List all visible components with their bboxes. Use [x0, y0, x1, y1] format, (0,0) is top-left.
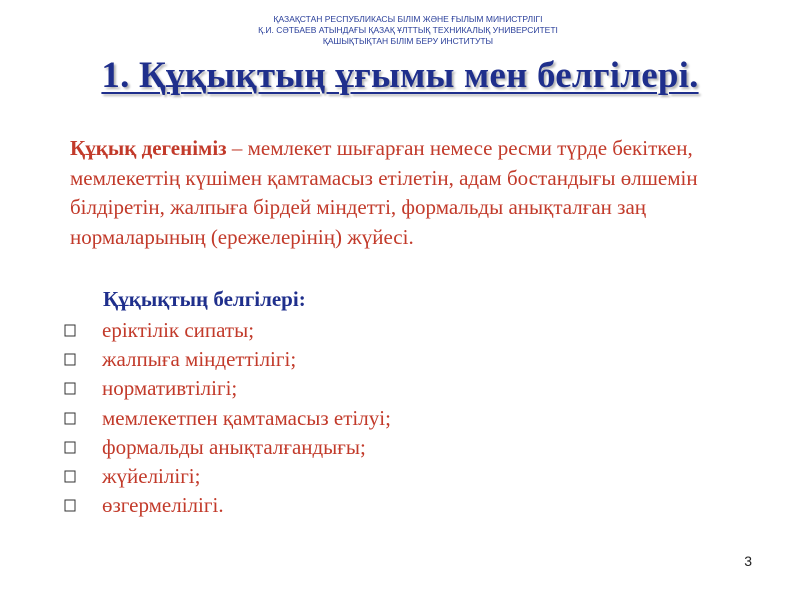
list-item-text: формальды анықталғандығы;	[102, 434, 366, 459]
list-item-text: жүйелілігі;	[102, 463, 201, 488]
page-number: 3	[744, 553, 752, 569]
empty-square-bullet-icon	[64, 353, 76, 366]
empty-square-bullet-icon	[64, 382, 76, 395]
slide-title: 1. Құқықтың ұғымы мен белгілері.	[101, 55, 699, 96]
header-institute: ҚАШЫҚТЫҚТАН БІЛІМ БЕРУ ИНСТИТУТЫ	[322, 36, 494, 46]
list-item-text: нормативтілігі;	[102, 376, 238, 401]
definition-term: Құқық дегеніміз	[70, 136, 227, 160]
list-item-text: еріктілік сипаты;	[102, 318, 255, 342]
law-definition	[70, 134, 730, 252]
list-item-text: өзгермелілігі.	[102, 493, 224, 518]
empty-square-bullet-icon	[64, 470, 76, 483]
institution-header	[0, 14, 800, 47]
header-ministry: ҚАЗАҚСТАН РЕСПУБЛИКАСЫ БІЛІМ ЖӘНЕ ҒЫЛЫМ МИНИСТРЛІГІ	[273, 14, 543, 24]
header-university: Қ.И. СӘТБАЕВ АТЫНДАҒЫ ҚАЗАҚ ҰЛТТЫҚ ТЕХНИКАЛЫҚ УНИВЕРСИТЕТІ	[258, 25, 558, 35]
features-heading: Құқықтың белгілері:	[103, 287, 306, 311]
list-item-text: мемлекетпен қамтамасыз етілуі;	[102, 405, 391, 430]
empty-square-bullet-icon	[64, 412, 76, 425]
empty-square-bullet-icon	[64, 499, 76, 512]
list-item-text: жалпыға міндеттілігі;	[102, 347, 297, 372]
definition-text: – мемлекет шығарған немесе ресми түрде бекіткен, мемлекеттің күшімен қамтамасыз етілетін, адам бостандығы өлшемін білдіретін, жалпыға бірдей міндетті, формальды анықталған заң нормаларының (ережелерінің) жүйесі.	[70, 136, 698, 249]
empty-square-bullet-icon	[64, 324, 76, 337]
empty-square-bullet-icon	[64, 441, 76, 454]
